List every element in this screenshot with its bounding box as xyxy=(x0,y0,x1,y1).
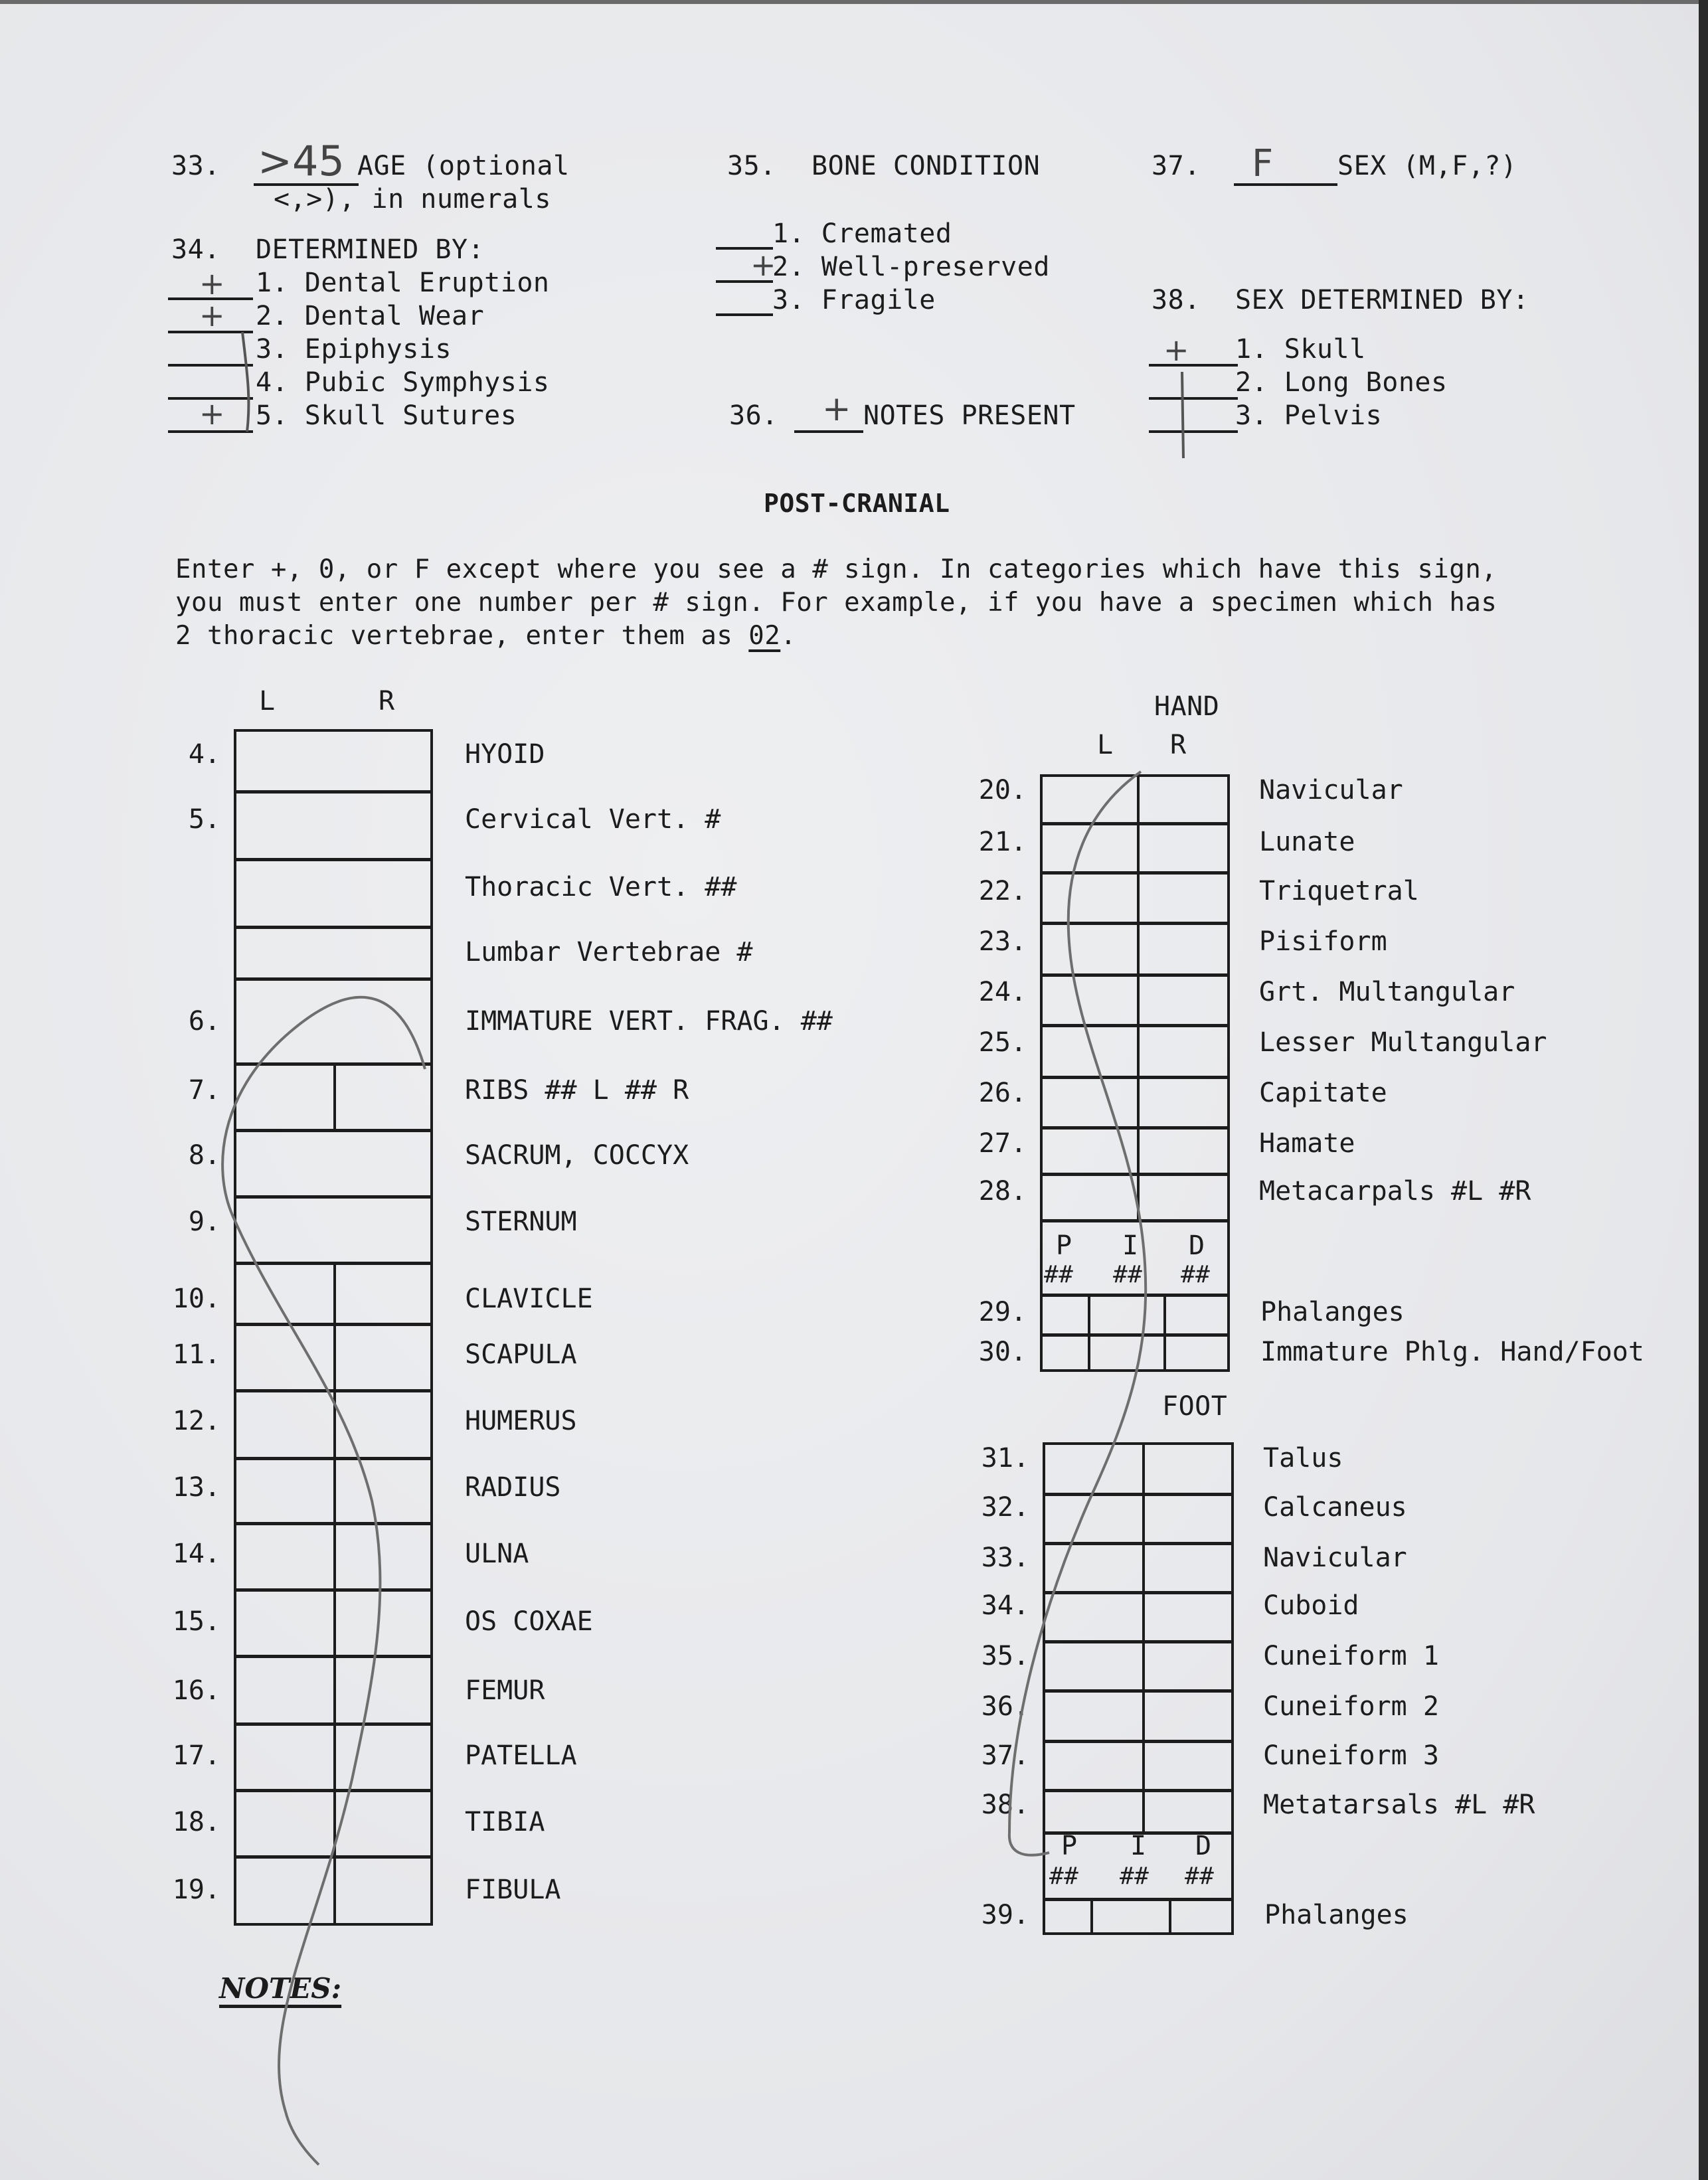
pid-d-hash: ## xyxy=(1181,1261,1211,1288)
row-number: 18. xyxy=(172,1807,220,1837)
right-cell[interactable] xyxy=(1137,922,1230,973)
row-label: Cuboid xyxy=(1263,1590,1359,1621)
row-number: 6. xyxy=(188,1006,220,1037)
entry-cell[interactable] xyxy=(234,858,433,926)
row-number: 25. xyxy=(978,1027,1027,1058)
row-label: OS COXAE xyxy=(465,1606,593,1637)
pid-p-label: P xyxy=(1061,1831,1078,1861)
left-cell[interactable] xyxy=(234,1855,333,1926)
right-cell[interactable] xyxy=(333,1855,433,1926)
right-cell[interactable] xyxy=(333,1722,433,1789)
row-label: SCAPULA xyxy=(465,1339,577,1370)
row-number: 13. xyxy=(172,1472,220,1503)
row-number: 28. xyxy=(978,1176,1027,1207)
row-number: 36. xyxy=(981,1691,1029,1722)
section-title: POST-CRANIAL xyxy=(764,489,950,518)
right-cell[interactable] xyxy=(1142,1591,1234,1640)
cell-divider xyxy=(1163,1333,1166,1372)
row-number: 35. xyxy=(981,1641,1029,1671)
instructions-line-3-end: . xyxy=(780,621,797,651)
row-label: Metacarpals #L #R xyxy=(1259,1176,1531,1207)
right-cell[interactable] xyxy=(1142,1640,1234,1689)
row-number: 22. xyxy=(978,876,1027,906)
foot-title: FOOT xyxy=(1162,1391,1228,1422)
row-number: 38. xyxy=(981,1790,1029,1820)
left-table-col-r: R xyxy=(379,686,395,716)
q33-label-line2: <,>), in numerals xyxy=(274,184,551,214)
row-number: 10. xyxy=(172,1284,220,1314)
q35-option-2-mark[interactable]: + xyxy=(750,247,776,283)
right-cell[interactable] xyxy=(1137,1173,1230,1219)
row-number: 9. xyxy=(188,1207,220,1237)
row-number: 14. xyxy=(172,1539,220,1569)
right-cell[interactable] xyxy=(1137,1076,1230,1126)
entry-cell[interactable] xyxy=(234,1129,433,1195)
pid-p-label: P xyxy=(1056,1230,1072,1261)
entry-cell[interactable] xyxy=(234,1195,433,1262)
left-cell[interactable] xyxy=(1043,1789,1142,1831)
left-cell[interactable] xyxy=(1043,1591,1142,1640)
p-cell[interactable] xyxy=(1040,1294,1088,1333)
q34-option-4-label: 4. Pubic Symphysis xyxy=(256,367,550,398)
right-cell[interactable] xyxy=(1142,1493,1234,1542)
row-label: Cuneiform 1 xyxy=(1263,1641,1439,1671)
q34-option-2-mark[interactable]: + xyxy=(199,297,225,333)
row-number: 32. xyxy=(981,1492,1029,1523)
q35-option-2-label: 2. Well-preserved xyxy=(772,252,1050,282)
left-cell[interactable] xyxy=(234,1655,333,1722)
row-label: Thoracic Vert. ## xyxy=(465,872,737,902)
row-label: Phalanges xyxy=(1264,1900,1409,1930)
right-cell[interactable] xyxy=(333,1262,433,1323)
row-number: 15. xyxy=(172,1606,220,1637)
q35-number: 35. xyxy=(727,151,776,181)
row-number: 24. xyxy=(978,977,1027,1007)
left-cell[interactable] xyxy=(1040,922,1137,973)
row-label: ULNA xyxy=(465,1539,529,1569)
q38-option-1-label: 1. Skull xyxy=(1235,334,1366,365)
left-cell[interactable] xyxy=(234,1588,333,1655)
row-number: 11. xyxy=(172,1339,220,1370)
row-number: 39. xyxy=(981,1900,1029,1930)
entry-cell[interactable] xyxy=(234,926,433,977)
q38-option-1-mark[interactable]: + xyxy=(1163,332,1189,368)
q36-notes-field[interactable] xyxy=(794,430,863,433)
pid-i-hash: ## xyxy=(1120,1863,1150,1890)
left-cell[interactable] xyxy=(1040,871,1137,922)
row-label: Hamate xyxy=(1259,1128,1355,1159)
q38-option-3-field[interactable] xyxy=(1149,430,1238,433)
right-cell[interactable] xyxy=(333,1389,433,1457)
pid-d-hash: ## xyxy=(1185,1863,1215,1890)
right-cell[interactable] xyxy=(333,1522,433,1588)
row-number: 29. xyxy=(978,1297,1027,1327)
hand-col-r: R xyxy=(1170,730,1187,760)
row-number: 31. xyxy=(981,1443,1029,1473)
row-label: SACRUM, COCCYX xyxy=(465,1140,689,1171)
row-number: 20. xyxy=(978,775,1027,805)
left-cell[interactable] xyxy=(1040,1173,1137,1219)
cell-divider xyxy=(1169,1898,1171,1935)
hand-title: HAND xyxy=(1154,691,1220,722)
left-cell[interactable] xyxy=(1043,1442,1142,1493)
left-cell[interactable] xyxy=(1040,1126,1137,1173)
right-cell[interactable] xyxy=(1137,973,1230,1024)
left-cell[interactable] xyxy=(1043,1689,1142,1740)
left-cell[interactable] xyxy=(1043,1493,1142,1542)
i-cell[interactable] xyxy=(1088,1294,1163,1333)
q38-number: 38. xyxy=(1152,285,1201,315)
right-cell[interactable] xyxy=(333,1062,433,1129)
row-label: STERNUM xyxy=(465,1207,577,1237)
left-cell[interactable] xyxy=(234,1323,333,1389)
q35-option-1-label: 1. Cremated xyxy=(772,218,952,249)
cell-divider xyxy=(1088,1333,1090,1372)
row-label: HUMERUS xyxy=(465,1406,577,1436)
entry-cell[interactable] xyxy=(234,729,433,790)
row-label: Immature Phlg. Hand/Foot xyxy=(1260,1337,1644,1367)
row-label: Cervical Vert. # xyxy=(465,804,721,835)
pid-i-label: I xyxy=(1122,1230,1139,1261)
left-cell[interactable] xyxy=(1040,822,1137,871)
left-table-col-l: L xyxy=(259,686,276,716)
pid-i-label: I xyxy=(1130,1831,1147,1861)
pencil-stroke-age xyxy=(242,332,248,432)
row-number: 30. xyxy=(978,1337,1027,1367)
q38-label: SEX DETERMINED BY: xyxy=(1235,285,1529,315)
row-label: RADIUS xyxy=(465,1472,561,1503)
q33-age-value[interactable]: >45 xyxy=(258,137,345,185)
row-label: Cuneiform 2 xyxy=(1263,1691,1439,1722)
left-cell[interactable] xyxy=(1040,774,1137,822)
q34-option-2-label: 2. Dental Wear xyxy=(256,301,485,331)
row-label: Metatarsals #L #R xyxy=(1263,1790,1535,1820)
row-number: 21. xyxy=(978,827,1027,857)
right-cell[interactable] xyxy=(333,1457,433,1522)
p-cell[interactable] xyxy=(1040,1333,1088,1372)
row-label: Lumbar Vertebrae # xyxy=(465,937,753,967)
cell-divider xyxy=(1163,1294,1166,1333)
hand-col-l: L xyxy=(1097,730,1114,760)
left-cell[interactable] xyxy=(234,1389,333,1457)
left-cell[interactable] xyxy=(234,1789,333,1855)
row-label: Lunate xyxy=(1259,827,1355,857)
q34-option-5-mark[interactable]: + xyxy=(199,396,225,432)
row-number: 5. xyxy=(188,804,220,835)
row-number: 26. xyxy=(978,1078,1027,1108)
right-cell[interactable] xyxy=(1137,1126,1230,1173)
left-cell[interactable] xyxy=(234,1262,333,1323)
row-number: 8. xyxy=(188,1140,220,1171)
scan-edge-right xyxy=(1699,0,1708,2180)
pid-p-hash: ## xyxy=(1049,1863,1079,1890)
row-number: 12. xyxy=(172,1406,220,1436)
i-cell[interactable] xyxy=(1090,1898,1169,1935)
q37-label: SEX (M,F,?) xyxy=(1337,151,1517,181)
left-cell[interactable] xyxy=(1043,1740,1142,1789)
pid-p-hash: ## xyxy=(1044,1261,1074,1288)
pid-d-label: D xyxy=(1195,1831,1212,1861)
q36-label: NOTES PRESENT xyxy=(863,400,1076,431)
q37-sex-field[interactable] xyxy=(1234,183,1337,186)
instructions-line-3-text: 2 thoracic vertebrae, enter them as xyxy=(175,621,749,651)
row-label: Triquetral xyxy=(1259,876,1419,906)
q35-option-3-label: 3. Fragile xyxy=(772,285,936,315)
row-number: 27. xyxy=(978,1128,1027,1159)
q36-number: 36. xyxy=(729,400,778,431)
row-label: Lesser Multangular xyxy=(1259,1027,1547,1058)
right-cell[interactable] xyxy=(1137,871,1230,922)
q36-notes-value[interactable]: + xyxy=(822,389,851,429)
left-cell[interactable] xyxy=(1043,1640,1142,1689)
row-label: Calcaneus xyxy=(1263,1492,1407,1523)
d-cell[interactable] xyxy=(1169,1898,1234,1935)
row-label: TIBIA xyxy=(465,1807,545,1837)
row-number: 37. xyxy=(981,1740,1029,1771)
right-cell[interactable] xyxy=(1142,1542,1234,1591)
q35-option-3-field[interactable] xyxy=(716,313,773,316)
q34-option-5-label: 5. Skull Sutures xyxy=(256,400,517,431)
row-label: Phalanges xyxy=(1260,1297,1405,1327)
row-number: 4. xyxy=(188,739,220,770)
instructions-line-2: you must enter one number per # sign. For example, if you have a specimen which has xyxy=(175,588,1497,618)
q34-label: DETERMINED BY: xyxy=(256,234,485,265)
right-cell[interactable] xyxy=(333,1323,433,1389)
q37-sex-value[interactable]: F xyxy=(1252,142,1274,185)
row-label: Pisiform xyxy=(1259,926,1387,957)
q38-option-2-label: 2. Long Bones xyxy=(1235,367,1448,398)
q37-number: 37. xyxy=(1152,151,1201,181)
row-label: Cuneiform 3 xyxy=(1263,1740,1439,1771)
right-cell[interactable] xyxy=(333,1655,433,1722)
left-cell[interactable] xyxy=(234,1062,333,1129)
q35-label: BONE CONDITION xyxy=(811,151,1041,181)
row-label: CLAVICLE xyxy=(465,1284,593,1314)
right-cell[interactable] xyxy=(333,1588,433,1655)
left-cell[interactable] xyxy=(1043,1542,1142,1591)
row-label: RIBS ## L ## R xyxy=(465,1075,689,1106)
q35-option-2-field[interactable] xyxy=(716,280,773,283)
p-cell[interactable] xyxy=(1043,1898,1090,1935)
row-label: PATELLA xyxy=(465,1740,577,1771)
left-cell[interactable] xyxy=(234,1457,333,1522)
row-number: 7. xyxy=(188,1075,220,1106)
q34-option-1-label: 1. Dental Eruption xyxy=(256,268,550,298)
d-cell[interactable] xyxy=(1163,1333,1230,1372)
left-cell[interactable] xyxy=(1040,1024,1137,1076)
row-label: FIBULA xyxy=(465,1875,561,1905)
q34-option-5-field[interactable] xyxy=(168,430,253,433)
q33-number: 33. xyxy=(171,151,220,181)
entry-cell[interactable] xyxy=(234,977,433,1062)
row-label: HYOID xyxy=(465,739,545,770)
row-number: 17. xyxy=(172,1740,220,1771)
row-number: 16. xyxy=(172,1675,220,1706)
right-cell[interactable] xyxy=(1137,774,1230,822)
q34-number: 34. xyxy=(171,234,220,265)
row-number: 33. xyxy=(981,1543,1029,1573)
scan-edge-top xyxy=(0,0,1708,4)
row-number: 34. xyxy=(981,1590,1029,1621)
q38-option-1-field[interactable] xyxy=(1149,364,1238,367)
right-cell[interactable] xyxy=(333,1789,433,1855)
row-divider xyxy=(1040,1219,1230,1222)
row-number: 19. xyxy=(172,1875,220,1905)
cell-divider xyxy=(1088,1294,1090,1333)
row-label: IMMATURE VERT. FRAG. ## xyxy=(465,1006,833,1037)
i-cell[interactable] xyxy=(1088,1333,1163,1372)
row-number: 23. xyxy=(978,926,1027,957)
q34-option-3-label: 3. Epiphysis xyxy=(256,334,452,365)
row-label: Grt. Multangular xyxy=(1259,977,1515,1007)
row-label: Navicular xyxy=(1263,1543,1407,1573)
entry-cell[interactable] xyxy=(234,790,433,858)
left-cell[interactable] xyxy=(234,1522,333,1588)
d-cell[interactable] xyxy=(1163,1294,1230,1333)
right-cell[interactable] xyxy=(1142,1689,1234,1740)
pencil-stroke-sex xyxy=(1182,372,1183,458)
q38-option-2-field[interactable] xyxy=(1149,397,1238,400)
q33-label-line1: AGE (optional xyxy=(357,151,570,181)
pid-d-label: D xyxy=(1189,1230,1205,1261)
right-cell[interactable] xyxy=(1142,1789,1234,1831)
right-cell[interactable] xyxy=(1137,822,1230,871)
q34-option-2-field[interactable] xyxy=(168,331,253,333)
left-cell[interactable] xyxy=(1040,973,1137,1024)
row-label: FEMUR xyxy=(465,1675,545,1706)
row-label: Capitate xyxy=(1259,1078,1387,1108)
instructions-line-1: Enter +, 0, or F except where you see a # sign. In categories which have this sign, xyxy=(175,554,1497,584)
right-cell[interactable] xyxy=(1142,1442,1234,1493)
right-cell[interactable] xyxy=(1137,1024,1230,1076)
instructions-example: 02 xyxy=(748,621,781,651)
q34-option-3-field[interactable] xyxy=(168,364,253,367)
left-cell[interactable] xyxy=(234,1722,333,1789)
row-label: Talus xyxy=(1263,1443,1343,1473)
left-cell[interactable] xyxy=(1040,1076,1137,1126)
instructions-line-3 xyxy=(175,620,796,652)
q34-option-1-mark[interactable]: + xyxy=(199,266,225,301)
right-cell[interactable] xyxy=(1142,1740,1234,1789)
row-label: Navicular xyxy=(1259,775,1403,805)
pid-i-hash: ## xyxy=(1113,1261,1143,1288)
q38-option-3-label: 3. Pelvis xyxy=(1235,400,1383,431)
cell-divider xyxy=(1090,1898,1093,1935)
notes-label: NOTES: xyxy=(219,1972,342,2005)
